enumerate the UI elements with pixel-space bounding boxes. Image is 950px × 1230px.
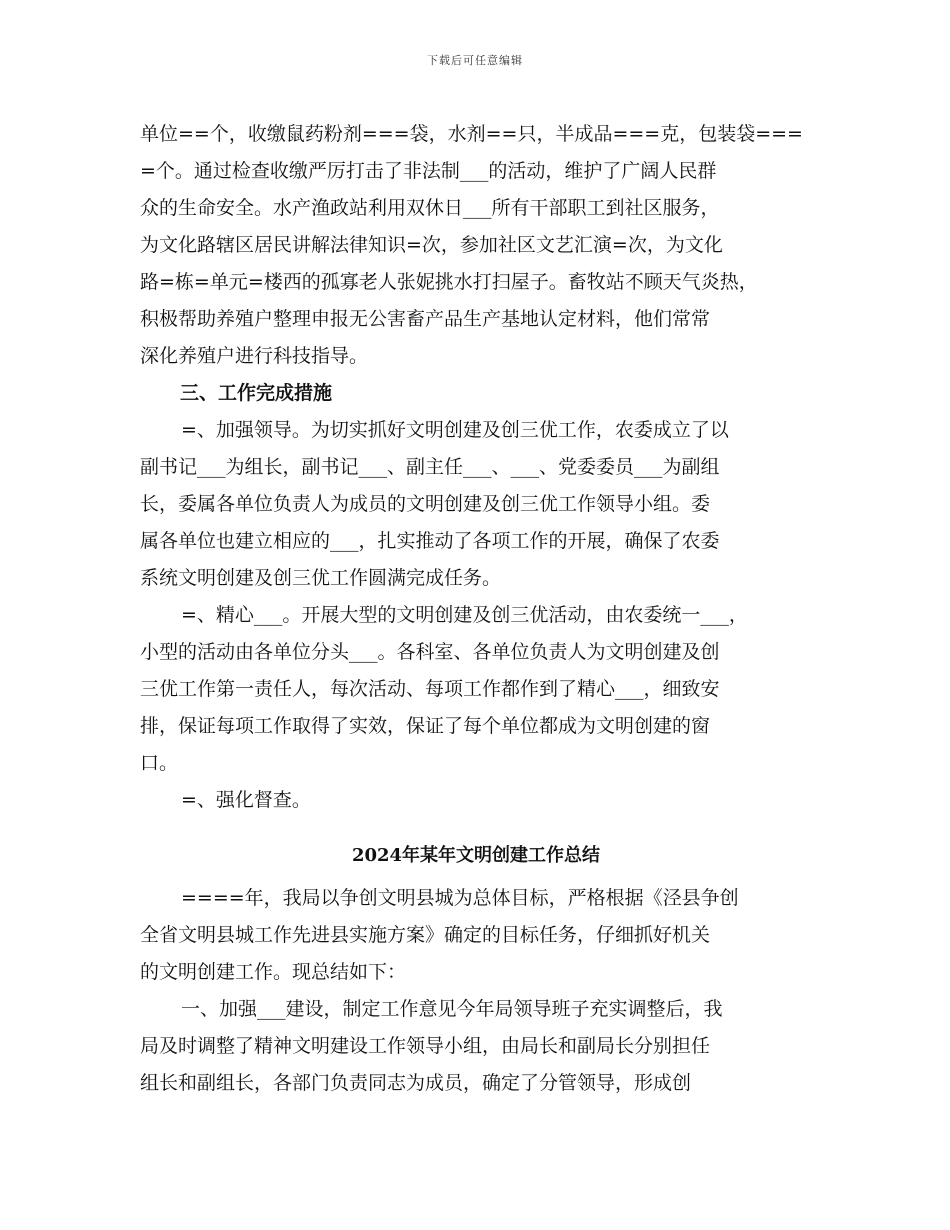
text-line: 单位==个，收缴鼠药粉剂===袋，水剂==只，半成品===克，包装袋=== — [140, 123, 803, 145]
text-line: ====年，我局以争创文明县城为总体目标，严格根据《泾县争创 — [181, 887, 739, 909]
text-line: 一、加强___建设，制定工作意见今年局领导班子充实调整后，我 — [181, 998, 723, 1020]
text-line: =、加强领导。为切实抓好文明创建及创三优工作，农委成立了以 — [181, 419, 729, 441]
text-line: 的文明创建工作。现总结如下： — [140, 961, 407, 983]
text-line: 口。 — [140, 752, 179, 774]
text-line: 局及时调整了精神文明建设工作领导小组，由局长和副局长分别担任 — [140, 1035, 711, 1057]
paragraph-continued — [140, 116, 812, 375]
text-line: 积极帮助养殖户整理申报无公害畜产品生产基地认定材料，他们常常 — [140, 308, 711, 330]
text-line: 副书记___为组长，副书记___、副主任___、___、党委委员___为副组 — [140, 456, 720, 478]
document-title: 2024年某年文明创建工作总结 — [351, 845, 601, 866]
document-body — [140, 116, 812, 1102]
text-line: 众的生命安全。水产渔政站利用双休日___所有干部职工到社区服务， — [140, 197, 720, 219]
paragraph-point-one — [140, 991, 812, 1102]
text-line: 排，保证每项工作取得了实效，保证了每个单位都成为文明创建的窗 — [140, 715, 711, 737]
text-line: 长，委属各单位负责人为成员的文明创建及创三优工作领导小组。委 — [140, 493, 711, 515]
paragraph-intro — [140, 880, 812, 991]
text-line: 系统文明创建及创三优工作圆满完成任务。 — [140, 567, 502, 589]
paragraph-organization — [140, 597, 812, 782]
text-line: 路=栋=单元=楼西的孤寡老人张妮挑水打扫屋子。畜牧站不顾天气炎热， — [140, 271, 758, 293]
text-line: =、精心___。开展大型的文明创建及创三优活动，由农委统一___， — [181, 604, 748, 626]
section-heading: 三、工作完成措施 — [180, 382, 333, 404]
text-line: 为文化路辖区居民讲解法律知识=次，参加社区文艺汇演=次，为文化 — [140, 234, 723, 256]
text-line: 小型的活动由各单位分头___。各科室、各单位负责人为文明创建及创 — [140, 641, 720, 663]
text-line: 全省文明县城工作先进县实施方案》确定的目标任务，仔细抓好机关 — [140, 924, 711, 946]
text-line: 组长和副组长，各部门负责同志为成员，确定了分管领导，形成创 — [140, 1072, 692, 1094]
text-line: 三优工作第一责任人，每次活动、每项工作都作到了精心___，细致安 — [140, 678, 720, 700]
text-line: 深化养殖户进行科技指导。 — [140, 345, 369, 367]
paragraph-leadership — [140, 412, 812, 597]
text-line: 属各单位也建立相应的___，扎实推动了各项工作的开展，确保了农委 — [140, 530, 720, 552]
paragraph-supervision: =、强化督查。 — [181, 789, 311, 811]
page-header-note: 下载后可任意编辑 — [427, 54, 523, 67]
text-line: =个。通过检查收缴严厉打击了非法制___的活动，维护了广阔人民群 — [140, 160, 717, 182]
